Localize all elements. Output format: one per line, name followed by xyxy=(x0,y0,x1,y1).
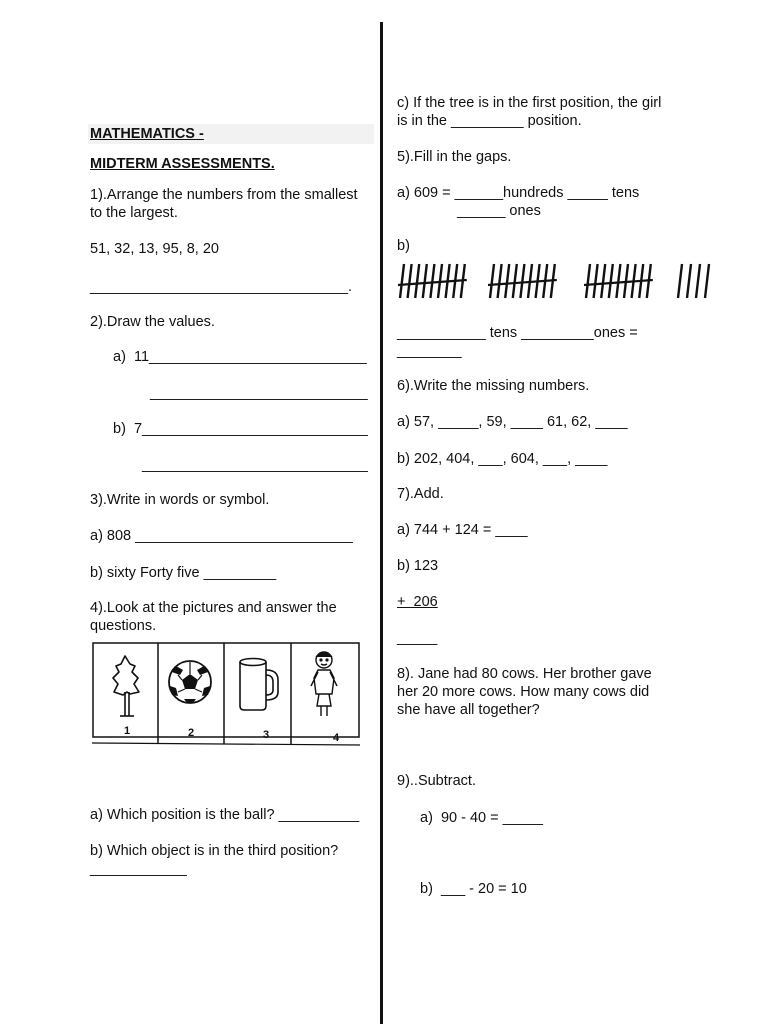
q2-a-line1: a) 11___________________________ xyxy=(113,349,367,365)
q7-b-line3: _____ xyxy=(397,630,438,646)
picture-label-1: 1 xyxy=(124,725,131,737)
q9-b: b) ___ - 20 = 10 xyxy=(420,881,527,897)
q6-prompt: 6).Write the missing numbers. xyxy=(397,378,590,394)
q2-b-line1: b) 7____________________________ xyxy=(113,421,368,437)
q1-prompt-line1: 1).Arrange the numbers from the smallest xyxy=(90,187,358,203)
q4-prompt-line2: questions. xyxy=(90,618,157,634)
tally-mark xyxy=(490,264,494,298)
q5-b-answer-line2: ________ xyxy=(397,343,462,359)
tally-mark xyxy=(705,264,709,298)
q7-a: a) 744 + 124 = ____ xyxy=(397,522,528,538)
tally-mark xyxy=(498,264,502,298)
tally-mark xyxy=(400,264,404,298)
q5-prompt: 5).Fill in the gaps. xyxy=(397,149,512,165)
tally-mark xyxy=(520,264,524,298)
tally-mark xyxy=(601,264,605,298)
q7-b-line1: b) 123 xyxy=(397,558,439,574)
q5-b-answer-line1: ___________ tens _________ones = xyxy=(397,325,638,341)
q8-line1: 8). Jane had 80 cows. Her brother gave xyxy=(397,666,652,682)
tally-mark xyxy=(594,264,598,298)
q7-b-line2: + 206 xyxy=(397,594,438,610)
tally-mark xyxy=(423,264,427,298)
tally-group xyxy=(488,264,557,298)
tally-group xyxy=(398,264,467,298)
tally-marks xyxy=(396,258,726,304)
q4-a: a) Which position is the ball? __________ xyxy=(90,807,360,823)
picture-label-2: 2 xyxy=(188,727,195,739)
q1-prompt-line2: to the largest. xyxy=(90,205,178,221)
tally-group xyxy=(584,264,653,298)
tally-mark xyxy=(616,264,620,298)
tree-icon xyxy=(113,656,139,716)
tally-mark xyxy=(687,264,691,298)
tally-mark xyxy=(586,264,590,298)
q7-prompt: 7).Add. xyxy=(397,486,444,502)
q8-line3: she have all together? xyxy=(397,702,540,718)
q4c-line2: is in the _________ position. xyxy=(397,113,582,129)
tally-mark xyxy=(696,264,700,298)
q4-b-line1: b) Which object is in the third position? xyxy=(90,843,339,859)
q6-b: b) 202, 404, ___, 604, ___, ____ xyxy=(397,451,608,467)
tally-mark xyxy=(415,264,419,298)
q3-prompt: 3).Write in words or symbol. xyxy=(90,492,270,508)
q8-line2: her 20 more cows. How many cows did xyxy=(397,684,650,700)
q5-a-line1: a) 609 = ______hundreds _____ tens xyxy=(397,185,640,201)
q3-b: b) sixty Forty five _________ xyxy=(90,565,277,581)
tally-group xyxy=(678,264,709,298)
column-divider xyxy=(380,22,383,1024)
tally-mark xyxy=(408,264,412,298)
page-title: MATHEMATICS - xyxy=(90,126,204,142)
picture-label-4: 4 xyxy=(333,732,340,744)
q4c-line1: c) If the tree is in the first position, the girl xyxy=(397,95,662,111)
ball-icon xyxy=(169,661,211,703)
q1-answer-line: ________________________________. xyxy=(90,279,353,295)
tally-mark xyxy=(609,264,613,298)
q4-b-line2: ____________ xyxy=(90,861,187,877)
q2-prompt: 2).Draw the values. xyxy=(90,314,215,330)
q5-a-line2: ______ ones xyxy=(457,203,541,219)
page-subtitle: MIDTERM ASSESSMENTS. xyxy=(90,156,275,172)
q2-b-line2: ____________________________ xyxy=(142,457,368,473)
q2-a-line2: ___________________________ xyxy=(150,385,368,401)
q9-a: a) 90 - 40 = _____ xyxy=(420,810,543,826)
q9-prompt: 9)..Subtract. xyxy=(397,773,476,789)
q3-a: a) 808 ___________________________ xyxy=(90,528,353,544)
q1-numbers: 51, 32, 13, 95, 8, 20 xyxy=(90,241,219,257)
q5-b-label: b) xyxy=(397,238,410,254)
tally-mark xyxy=(513,264,517,298)
q4-prompt-line1: 4).Look at the pictures and answer the xyxy=(90,600,337,616)
picture-label-3: 3 xyxy=(263,729,270,741)
tally-mark xyxy=(430,264,434,298)
q6-a: a) 57, _____, 59, ____ 61, 62, ____ xyxy=(397,414,628,430)
mug-icon xyxy=(240,659,278,711)
position-pictures xyxy=(92,642,360,746)
tally-mark xyxy=(505,264,509,298)
tally-mark xyxy=(678,264,682,298)
girl-icon xyxy=(311,652,337,716)
